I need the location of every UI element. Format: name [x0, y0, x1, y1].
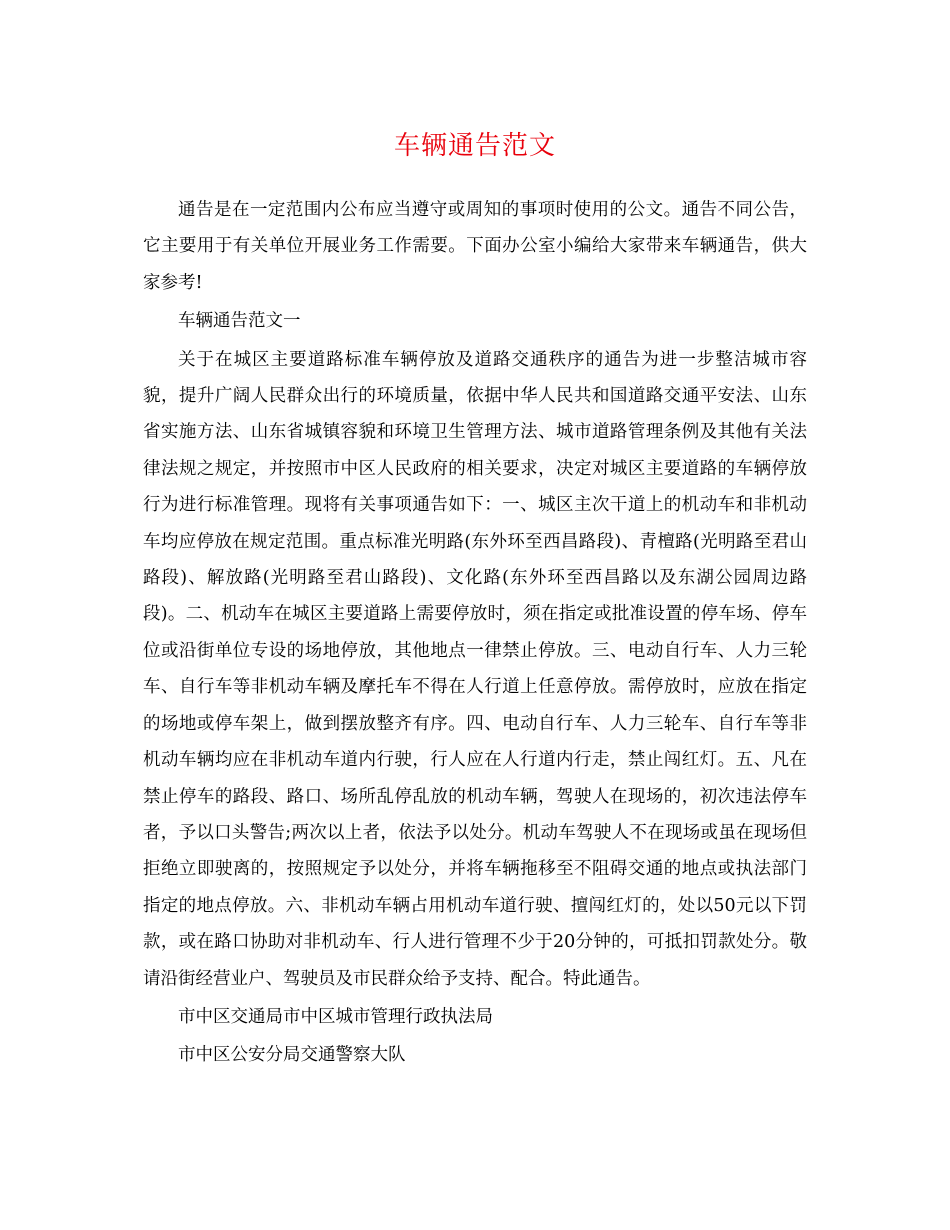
signature-line-2: 市中区公安分局交通警察大队 — [178, 1045, 406, 1066]
signature-line-1: 市中区交通局市中区城市管理行政执法局 — [178, 1006, 493, 1027]
document-title: 车辆通告范文 — [393, 131, 556, 161]
intro-paragraph: 通告是在一定范围内公布应当遵守或周知的事项时使用的公文。通告不同公告，它主要用于有关单位开展业务工作需要。下面办公室小编给大家带来车辆通告，供大家参考! — [143, 200, 807, 293]
notice-body: 关于在城区主要道路标准车辆停放及道路交通秩序的通告为进一步整洁城市容貌，提升广阔人民群众出行的环境质量，依据中华人民共和国道路交通平安法、山东省实施方法、山东省城镇容貌和环境卫生管理方法、城市道路管理条例及其他有关法律法规之规定，并按照市中区人民政府的相关要求，决定对城区主要道路的车辆停放行为进行标准管理。现将有关事项通告如下：一、城区主次干道上的机动车和非机动车均应停放在规定范围。重点标准光明路(东外环至西昌路段)、青檀路(光明路至君山路段)、解放路(光明路至君山路段)、文化路(东外环至西昌路以及东湖公园周边路段)。二、机动车在城区主要道路上需要停放时，须在指定或批准设置的停车场、停车位或沿街单位专设的场地停放，其他地点一律禁止停放。三、电动自行车、人力三轮车、自行车等非机动车辆及摩托车不得在人行道上任意停放。需停放时，应放在指定的场地或停车架上，做到摆放整齐有序。四、电动自行车、人力三轮车、自行车等非机动车辆均应在非机动车道内行驶，行人应在人行道内行走，禁止闯红灯。五、凡在禁止停车的路段、路口、场所乱停乱放的机动车辆，驾驶人在现场的，初次违法停车者，予以口头警告;两次以上者，依法予以处分。机动车驾驶人不在现场或虽在现场但拒绝立即驶离的，按照规定予以处分，并将车辆拖移至不阻碍交通的地点或执法部门指定的地点停放。六、非机动车辆占用机动车道行驶、擅闯红灯的，处以50元以下罚款，或在路口协助对非机动车、行人进行管理不少于20分钟的，可抵扣罚款处分。敬请沿街经营业户、驾驶员及市民群众给予支持、配合。特此通告。 — [143, 349, 807, 989]
section-heading: 车辆通告范文一 — [178, 311, 301, 332]
